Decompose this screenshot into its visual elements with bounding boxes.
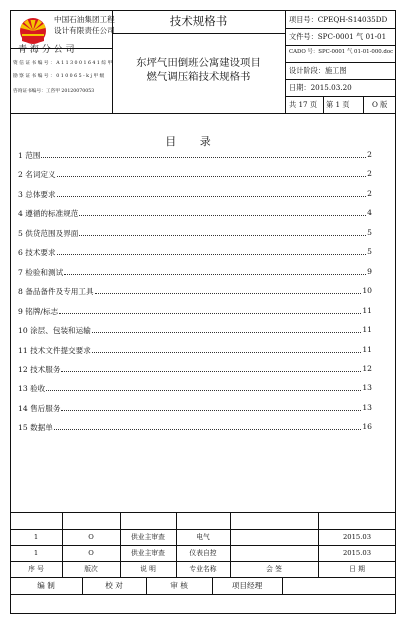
doc-type-title: 技术规格书 (169, 14, 228, 28)
toc-entry-page: 10 (362, 286, 372, 296)
toc-entry-label: 3 总体要求 (18, 189, 56, 199)
toc-entry (0, 364, 386, 376)
toc-entry (0, 286, 386, 298)
toc-entry (0, 150, 386, 162)
toc-entry-page: 13 (362, 402, 372, 412)
tb-header-seq: 序 号 (28, 565, 44, 573)
company-branch: 青 海 分 公 司 (18, 45, 75, 55)
toc-leader-dots (57, 254, 366, 255)
rev-row-1-desc: 供业主审查 (131, 533, 165, 541)
info-page-divider-1 (323, 96, 324, 113)
toc-leader-dots (61, 371, 361, 372)
titleblock-line-1 (10, 529, 396, 530)
toc-entry-page: 11 (362, 325, 372, 335)
info-line-2 (285, 45, 396, 46)
toc-entry (0, 267, 386, 279)
toc-entry (0, 189, 386, 201)
toc-entry (0, 383, 386, 395)
rev-row-2-rev: O (88, 549, 94, 557)
toc-leader-dots (41, 157, 366, 158)
version: O 版 (372, 100, 388, 109)
toc-leader-dots (92, 352, 361, 353)
toc-leader-dots (61, 410, 361, 411)
titleblock-line-2 (10, 545, 396, 546)
toc-entry-page: 12 (362, 363, 372, 373)
toc-entry-page: 11 (362, 305, 372, 315)
toc-entry-label: 15 数据单 (18, 423, 53, 433)
toc-entry (0, 403, 386, 415)
toc-entry-label: 12 技术服务 (18, 364, 61, 374)
titleblock-line-5 (10, 594, 396, 595)
toc-leader-dots (64, 274, 366, 275)
toc-title: 目 录 (165, 135, 221, 148)
toc-entry-page: 5 (367, 247, 372, 257)
toc-entry-label: 1 范围 (18, 151, 41, 160)
toc-leader-dots (57, 196, 366, 197)
toc-entry-label: 6 技术要求 (18, 248, 56, 258)
toc-entry (0, 169, 386, 181)
toc-entry-label: 8 备品备件及专用工具 (18, 287, 94, 297)
toc-entry-page: 11 (362, 344, 372, 354)
sig-compile: 编 制 (37, 581, 55, 590)
toc-leader-dots (92, 332, 361, 333)
toc-leader-dots (57, 176, 366, 177)
toc-entry-label: 4 遵循的标准规范 (18, 209, 79, 219)
tb-header-desc: 说 明 (140, 565, 156, 573)
company-cert-3: 咨询证书编号：工咨甲 20120070053 (13, 89, 95, 94)
sig-manager: 项目经理 (231, 581, 263, 590)
toc-entry (0, 208, 386, 220)
sig-review: 审 核 (170, 581, 188, 590)
toc-entry-page: 2 (367, 150, 372, 159)
toc-entry (0, 306, 386, 318)
toc-entry-label: 9 铭牌/标志 (18, 306, 59, 316)
company-name-line1: 中国石油集团工程 (54, 15, 115, 24)
info-line-4 (285, 79, 396, 80)
company-name-line2: 设计有限责任公司 (54, 26, 115, 35)
toc-entry-label: 7 检验和测试 (18, 267, 64, 277)
header-bottom-line (10, 113, 396, 114)
rev-row-2-desc: 供业主审查 (131, 549, 165, 557)
tb-header-sign: 会 签 (266, 565, 282, 573)
company-cert-1: 资 信 证 书 编 号 ： A 1 1 3 0 0 1 6 4 1 综 甲 (13, 61, 113, 66)
rev-row-1-date: 2015.03 (342, 533, 372, 541)
header-title-divider (112, 33, 285, 34)
toc-entry-page: 2 (367, 188, 372, 198)
toc-entry-label: 11 技术文件提交要求 (18, 345, 91, 355)
toc-leader-dots (79, 215, 366, 216)
tb-header-date: 日 期 (349, 565, 365, 573)
sig-col-4 (282, 577, 283, 594)
tb-header-specialty: 专业名称 (189, 565, 217, 573)
toc-entry-label: 13 验收 (18, 384, 46, 394)
info-line-1 (285, 28, 396, 29)
toc-entry-page: 13 (362, 383, 372, 393)
tb-header-rev: 版次 (84, 565, 98, 573)
rev-row-2-seq: 1 (33, 549, 39, 557)
toc-leader-dots (54, 429, 361, 430)
toc-entry (0, 325, 386, 337)
file-number: 文件号：SPC-0001 气 01-01 (289, 32, 387, 41)
toc-entry-page: 5 (367, 227, 372, 237)
doc-title-line1: 东坪气田倒班公寓建设项目 (136, 57, 261, 69)
company-cert-2: 勘 察 证 书 编 号 ： 0 1 0 0 6 5 - k j 甲 级 (13, 74, 105, 79)
sig-check: 校 对 (105, 581, 123, 590)
toc-entry-page: 16 (362, 422, 372, 432)
toc-entry (0, 247, 386, 259)
petrochina-logo-icon (19, 17, 47, 45)
toc-entry-page: 9 (367, 266, 372, 276)
rev-row-1-rev: O (88, 533, 94, 541)
issue-date: 日期：2015.03.20 (289, 83, 352, 92)
toc-entry-page: 2 (367, 169, 372, 179)
rev-row-1-specialty: 电气 (196, 533, 210, 541)
total-pages: 共 17 页 (289, 100, 318, 109)
toc-entry-label: 14 售后服务 (18, 403, 61, 413)
toc-leader-dots (59, 313, 361, 314)
toc-entry (0, 228, 386, 240)
toc-leader-dots (79, 235, 366, 236)
toc-leader-dots (46, 390, 361, 391)
cado-number: CADO 号：SPC-0001 气 01-01-000.doc (289, 49, 394, 55)
design-stage: 设计阶段：施工图 (289, 66, 347, 75)
titleblock-line-4 (10, 577, 396, 578)
current-page: 第 1 页 (326, 100, 350, 109)
toc-entry-label: 2 名词定义 (18, 170, 56, 180)
toc-entry-label: 5 供货范围及界面 (18, 228, 79, 238)
doc-title-line2: 燃气调压箱技术规格书 (146, 71, 251, 83)
rev-row-2-date: 2015.03 (342, 549, 372, 557)
toc-entry-label: 10 涂层、包装和运输 (18, 326, 91, 336)
info-page-divider-2 (363, 96, 364, 113)
titleblock-top-line (10, 512, 396, 513)
info-line-5 (285, 96, 396, 97)
toc-entry (0, 422, 386, 434)
rev-row-1-seq: 1 (33, 533, 39, 541)
toc-leader-dots (95, 293, 361, 294)
titleblock-line-3 (10, 561, 396, 562)
toc-entry-page: 4 (367, 208, 372, 218)
project-number: 项目号：CPEQH-S14035DD (289, 15, 388, 24)
info-line-3 (285, 62, 396, 63)
rev-row-2-specialty: 仪表自控 (189, 549, 217, 557)
toc-entry (0, 345, 386, 357)
